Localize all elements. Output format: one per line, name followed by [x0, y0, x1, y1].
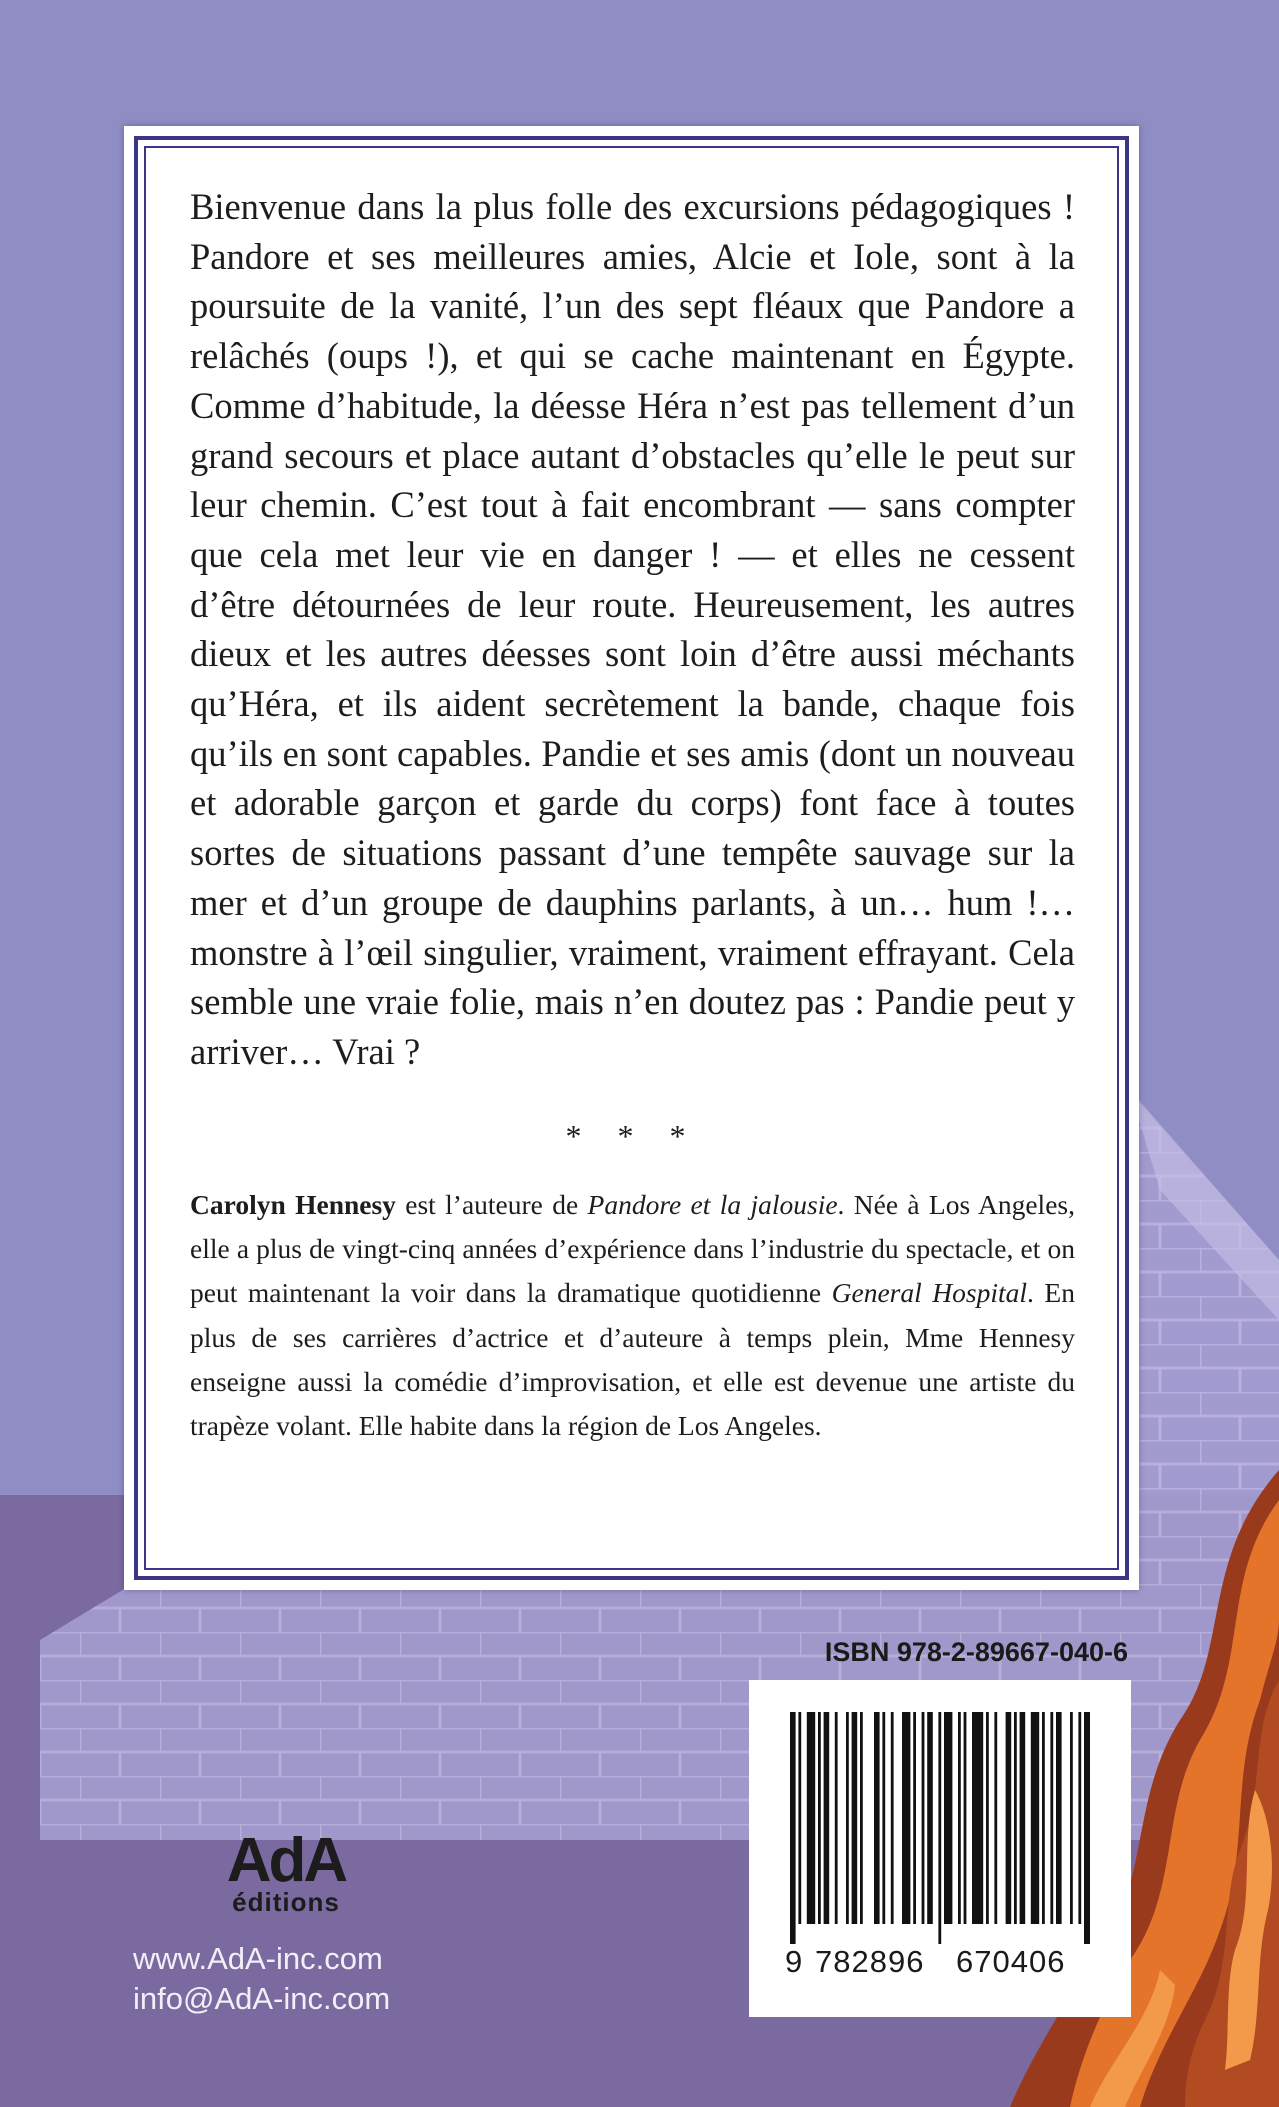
barcode-bar [994, 1712, 997, 1924]
barcode-bar [798, 1712, 801, 1924]
barcode-bar [882, 1712, 885, 1924]
barcode-bar [1078, 1712, 1081, 1924]
publisher-logo-mark: AdA [226, 1826, 346, 1895]
barcode-bar [1056, 1712, 1062, 1924]
book-summary: Bienvenue dans la plus folle des excursions pédagogiques ! Pandore et ses meilleures amies, Alcie et Iole, sont à la poursuite de la vanité, l’un des sept fléaux que Pandore a relâchés (oups !), et qui se cache maintenant en Égypte. Comme d’habitude, la déesse Héra n’est pas tellement d’un grand secours et place autant d’obstacles qu’elle le peut sur leur chemin. C’est tout à fait encombrant — sans compter que cela met leur vie en danger ! — et elles ne cessent d’être détournées de leur route. Heureusement, les autres dieux et les autres déesses sont loin d’être aussi méchants qu’Héra, et ils aident secrètement la bande, chaque fois qu’ils en sont capables. Pandie et ses amis (dont un nouveau et adorable garçon et garde du corps) font face à toutes sortes de situations passant d’une tempête sauvage sur la mer et d’un groupe de dauphins parlants, à un… hum !… monstre à l’œil singulier, vraiment, vraiment effrayant. Cela semble une vraie folie, mais n’en doutez pas : Pandie peut y arriver… Vrai ? [190, 186, 1075, 1072]
barcode-bar [891, 1712, 894, 1924]
barcode-bar [986, 1712, 989, 1924]
barcode-bar [1042, 1712, 1045, 1924]
barcode-bar [972, 1712, 983, 1924]
bio-text-1: est l’auteure de [395, 1188, 588, 1220]
barcode [749, 1680, 1131, 2017]
barcode-bar [1020, 1712, 1026, 1924]
isbn-label: ISBN 978-2-89667-040-6 [824, 1637, 1128, 1667]
barcode-bar [1070, 1712, 1073, 1924]
barcode-bars [790, 1712, 1090, 1944]
barcode-digit-first: 9 [785, 1944, 804, 1979]
bio-text-3: . En plus de ses carrières d’actrice et d’auteure à temps plein, Mme Hennesy enseigne aussi la comédie d’improvisation, et elle est devenue une artiste du trapèze volant. Elle habite dans la région de Los Angeles. [190, 1277, 1075, 1442]
barcode-bar [1014, 1712, 1017, 1924]
card-content [190, 182, 1075, 1448]
tv-show-title: General Hospital [831, 1277, 1028, 1309]
author-name: Carolyn Hennesy [190, 1188, 396, 1220]
barcode-bar [927, 1712, 933, 1924]
bio-text-2: . Née à Los Angeles, elle a plus de vingt-cinq années d’expérience dans l’industrie du spectacle, et on peut maintenant la voir dans la dramatique quotidienne [190, 1188, 1075, 1309]
publisher-logo [208, 1826, 364, 1917]
barcode-bar [818, 1712, 821, 1924]
barcode-bar [1031, 1712, 1039, 1924]
barcode-bar [846, 1712, 849, 1924]
barcode-bar [874, 1712, 880, 1924]
barcode-digits-group-1: 782896 [815, 1944, 925, 1979]
barcode-bar [938, 1712, 941, 1944]
barcode-bar [922, 1712, 925, 1924]
barcode-digits-group-2: 670406 [956, 1944, 1066, 1979]
publisher-email[interactable]: info@AdA-inc.com [133, 1981, 391, 2016]
barcode-bar [913, 1712, 916, 1924]
barcode-bar [1006, 1712, 1012, 1924]
barcode-bar [902, 1712, 910, 1924]
previous-book-title: Pandore et la jalousie [587, 1188, 838, 1220]
barcode-bar [824, 1712, 830, 1924]
barcode-bar [852, 1712, 858, 1924]
barcode-bar [1050, 1712, 1053, 1924]
barcode-bar [807, 1712, 815, 1924]
barcode-bar [958, 1712, 961, 1924]
back-cover-text-card [124, 126, 1139, 1590]
publisher-website[interactable]: www.AdA-inc.com [133, 1941, 383, 1976]
author-biography [190, 1183, 1075, 1449]
section-separator: * * * [565, 1117, 700, 1154]
publisher-logo-subtitle: éditions [232, 1887, 340, 1917]
barcode-bar [835, 1712, 838, 1924]
barcode-bar [790, 1712, 796, 1944]
barcode-bar [860, 1712, 863, 1924]
barcode-bar [1084, 1712, 1090, 1944]
barcode-bar [944, 1712, 952, 1924]
barcode-bar [964, 1712, 967, 1924]
